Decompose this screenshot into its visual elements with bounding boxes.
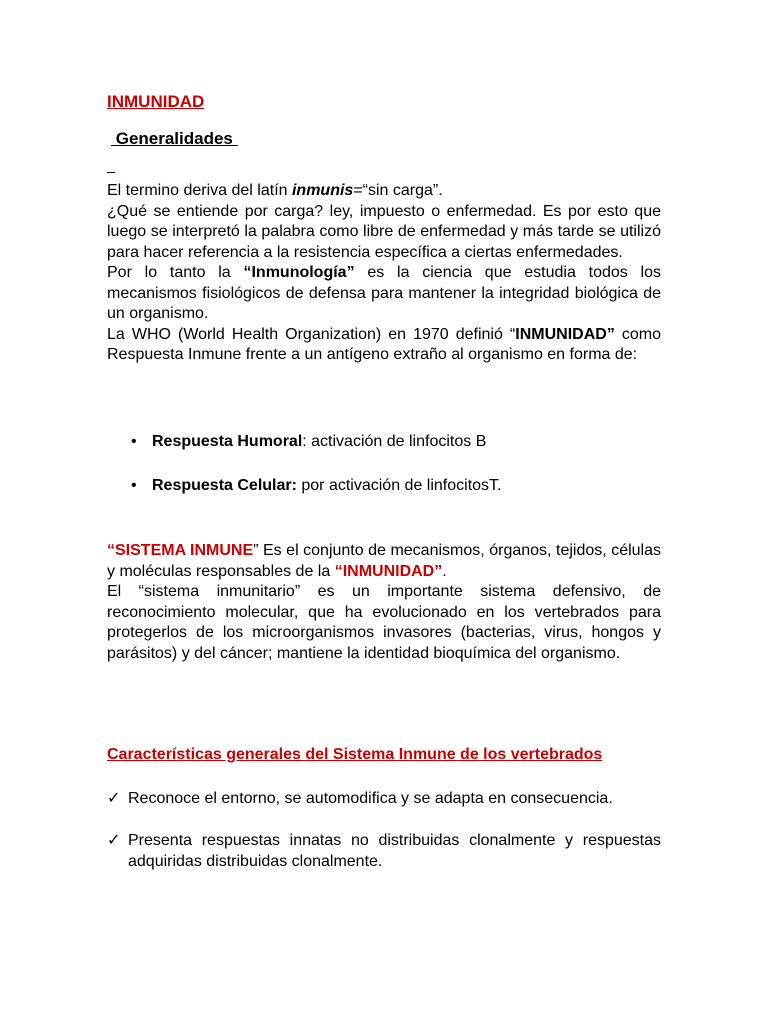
section-subtitle [111, 129, 665, 149]
closing-quote: ” [253, 542, 259, 559]
system-paragraph-1 [107, 541, 661, 582]
characteristic-text: Presenta respuestas innatas no distribuidas clonalmente y respuestas adquiridas distribuidas clonalmente. [128, 831, 661, 870]
inmunidad-red-term: “INMUNIDAD” [334, 562, 443, 580]
p3-post: es la ciencia que estudia todos los mecanismos fisiológicos de defensa para mantener la integridad biológica de un organismo. [107, 264, 662, 322]
response-label: Respuesta Humoral [152, 433, 303, 450]
list-item [131, 476, 671, 496]
response-label: Respuesta Celular: [152, 477, 297, 494]
document-title: INMUNIDAD [107, 92, 205, 111]
list-item [107, 830, 661, 873]
check-icon: ✓ [107, 831, 121, 849]
latin-term: inmunis [291, 182, 354, 199]
list-item [107, 788, 661, 810]
inmunologia-term: “Inmunología” [243, 264, 355, 281]
list-item [131, 432, 671, 452]
period: . [442, 562, 447, 580]
response-text: : activación de linfocitos B [302, 433, 487, 450]
intro-line-1 [107, 181, 661, 202]
p4-pre: La WHO (World Health Organization) en 1970 definió “ [107, 325, 516, 343]
intro-line-1-pre: El termino deriva del latín [107, 182, 292, 199]
intro-paragraph-2: ¿Qué se entiende por carga? ley, impuesto o enfermedad. Es por esto que luego se interpretó la palabra como libre de enfermedad y más tarde se utilizó para hacer referencia a la resistencia específica a ciertas enfermedades. [107, 202, 661, 261]
intro-paragraph-3 [107, 263, 661, 325]
subtitle-text: Generalidades [111, 129, 238, 148]
response-list [131, 432, 671, 520]
p3-pre: Por lo tanto la [107, 264, 244, 281]
intro-paragraph-4 [107, 325, 661, 366]
p4-post: como Respuesta Inmune frente a un antígeno extraño al organismo en forma de: [107, 325, 661, 363]
system-paragraph-2: El “sistema inmunitario” es un importante sistema defensivo, de reconocimiento molecular, que ha evolucionado en los vertebrados para protegerlos de los microorganismos invasores (bacterias, virus, hongos y parásitos) y del cáncer; mantiene la identidad bioquímica del organismo. [107, 583, 661, 662]
sistema-inmune-term: “SISTEMA INMUNE [107, 542, 254, 559]
characteristic-text: Reconoce el entorno, se automodifica y se adapta en consecuencia. [128, 790, 613, 807]
underline-mark [107, 172, 115, 173]
characteristics-list [107, 788, 661, 893]
check-icon: ✓ [107, 790, 121, 807]
inmunidad-term: INMUNIDAD” [515, 325, 615, 343]
system-block [107, 541, 661, 664]
intro-block [107, 181, 661, 366]
response-text: por activación de linfocitosT. [296, 477, 502, 494]
intro-line-1-post: =“sin carga”. [353, 182, 443, 199]
system-text-1: Es el conjunto de mecanismos, órganos, tejidos, células y moléculas responsables de la [107, 542, 662, 580]
characteristics-heading: Características generales del Sistema Inmune de los vertebrados [107, 746, 603, 763]
